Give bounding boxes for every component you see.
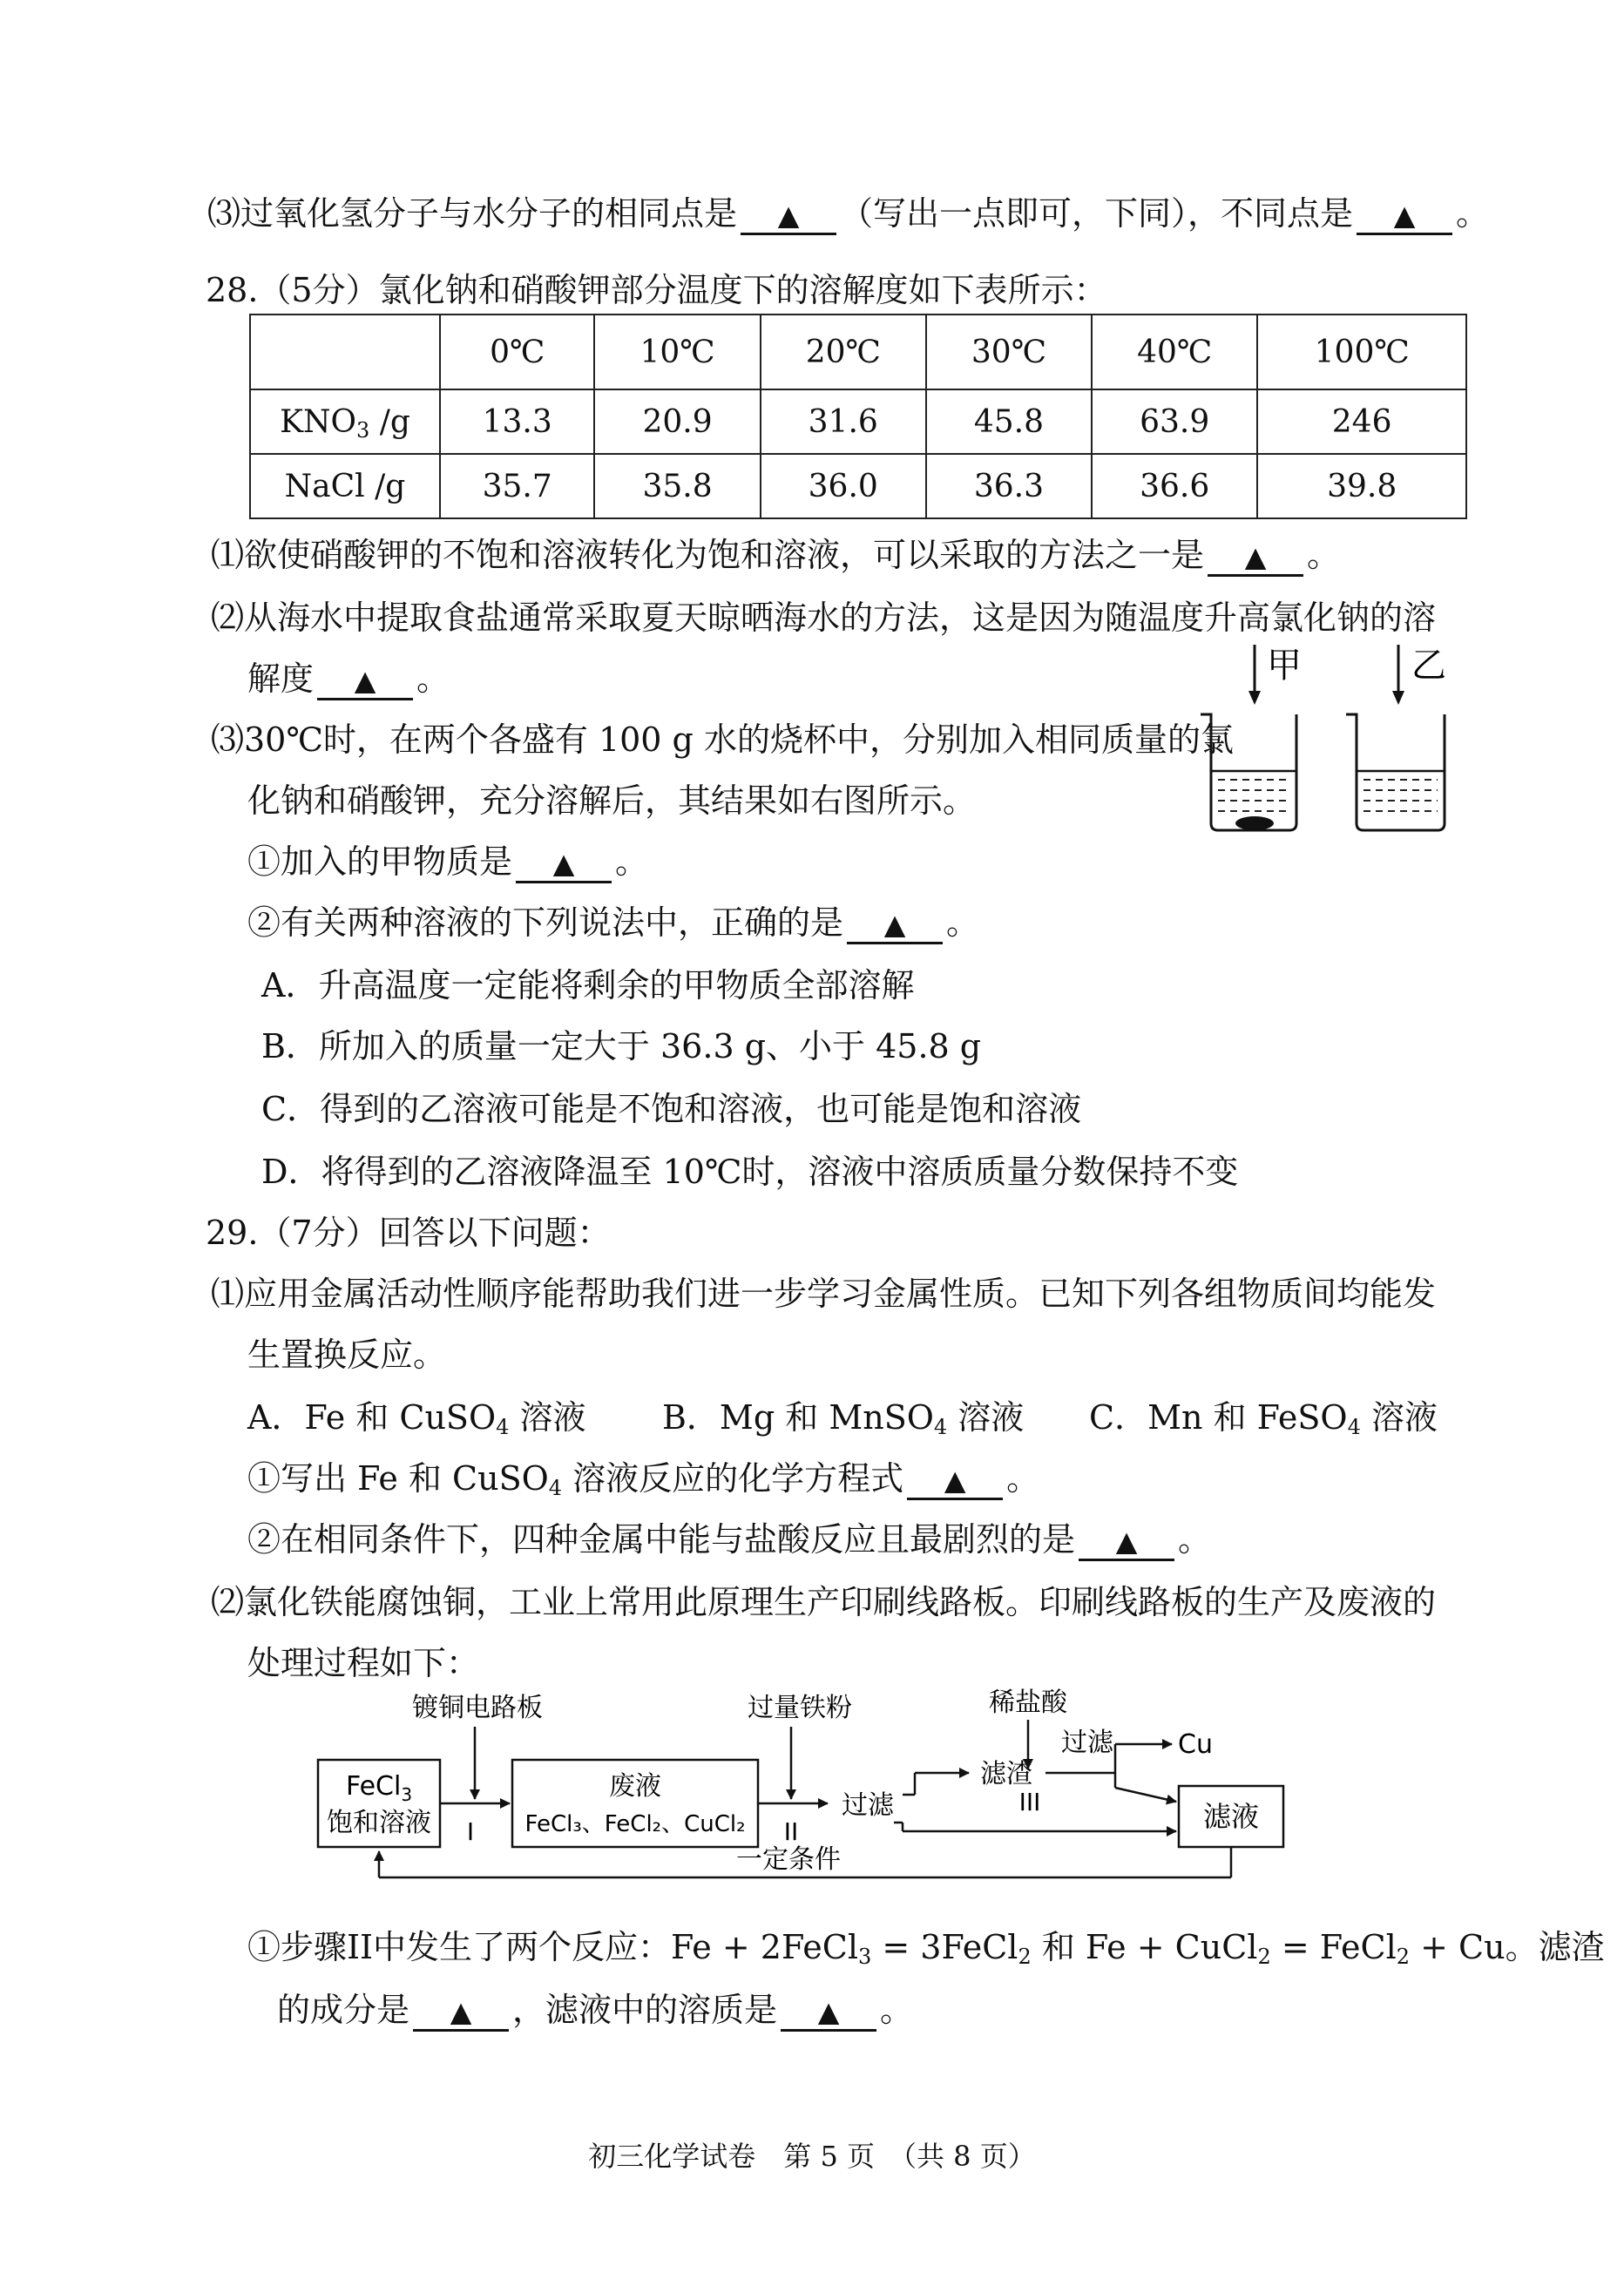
q29-sub3-line1: ①步骤II中发生了两个反应：Fe + 2FeCl$_3$ = 3FeCl$_2$ 和 Fe + CuCl$_2$ = FeCl$_2$ + Cu。滤渣 [247, 1928, 1605, 1969]
q29-option-c: C．Mn 和 FeSO$_4$ 溶液 [1089, 1398, 1438, 1439]
q29-part1-line1: ⑴应用金属活动性顺序能帮助我们进一步学习金属性质。已知下列各组物质间均能发 [211, 1275, 1437, 1313]
beakers-figure [1194, 640, 1472, 842]
beaker-b [1346, 645, 1446, 830]
arrow-head-icon [1248, 691, 1261, 705]
arrow-head-icon [1392, 691, 1404, 705]
q28-part1: ⑴欲使硝酸钾的不饱和溶液转化为饱和溶液，可以采取的方法之一是 ▲ 。 [211, 535, 1340, 577]
svg-text:滤渣: 滤渣 [980, 1759, 1032, 1789]
table-cell: 13.3 [440, 389, 594, 454]
answer-blank[interactable]: ▲ [317, 661, 413, 700]
table-cell: 246 [1257, 389, 1466, 454]
q29-option-a: A．Fe 和 CuSO$_4$ 溶液 [247, 1398, 586, 1439]
q28-part2-line1: ⑵从海水中提取食盐通常采取夏天晾晒海水的方法，这是因为随温度升高氯化钠的溶 [211, 599, 1437, 637]
table-cell [250, 315, 440, 389]
table-cell: 45.8 [926, 389, 1092, 454]
table-cell: 31.6 [761, 389, 926, 454]
q29-option-b: B．Mg 和 MnSO$_4$ 溶液 [662, 1398, 1025, 1439]
q28-title: 28.（5分）氯化钠和硝酸钾部分温度下的溶解度如下表所示： [206, 271, 1107, 309]
answer-blank[interactable]: ▲ [781, 1992, 876, 2032]
q29-part2-line2: 处理过程如下： [247, 1644, 480, 1682]
table-row-label: NaCl /g [250, 454, 440, 518]
q28-sub2: ②有关两种溶液的下列说法中，正确的是 ▲ 。 [247, 903, 979, 944]
svg-text:II: II [783, 1817, 799, 1846]
svg-text:滤液: 滤液 [1202, 1800, 1260, 1833]
q28-part3-line1: ⑶30℃时，在两个各盛有 100 g 水的烧杯中，分别加入相同质量的氯 [211, 720, 1234, 759]
svg-text:稀盐酸: 稀盐酸 [989, 1688, 1067, 1718]
svg-text:过滤: 过滤 [1061, 1728, 1113, 1758]
undissolved-solid [1235, 816, 1274, 830]
q28-sub1: ①加入的甲物质是 ▲ 。 [247, 842, 648, 883]
answer-blank[interactable]: ▲ [1208, 538, 1303, 577]
table-cell: 30℃ [926, 315, 1092, 389]
svg-text:III: III [1018, 1788, 1041, 1816]
table-cell: 36.3 [926, 454, 1092, 518]
svg-text:FeCl3: FeCl$_3$ [345, 1771, 413, 1805]
answer-blank[interactable]: ▲ [741, 196, 836, 235]
page-footer: 初三化学试卷 第 5 页 （共 8 页） [588, 2140, 1036, 2173]
q29-title: 29.（7分）回答以下问题： [206, 1214, 611, 1252]
table-cell: 40℃ [1092, 315, 1257, 389]
svg-text:过量铁粉: 过量铁粉 [748, 1693, 852, 1723]
answer-blank[interactable]: ▲ [413, 1992, 509, 2032]
table-row-label: $KNO_3$ /g [250, 389, 440, 454]
q29-sub3-line2: 的成分是 ▲ ，滤液中的溶质是 ▲ 。 [277, 1990, 913, 2032]
table-cell: 0℃ [440, 315, 594, 389]
table-cell: 100℃ [1257, 315, 1466, 389]
answer-blank[interactable]: ▲ [907, 1461, 1003, 1500]
q27-part3: ⑶过氧化氢分子与水分子的相同点是 ▲ （写出一点即可，下同），不同点是 ▲ 。 [207, 193, 1489, 235]
q28-option-d: D．将得到的乙溶液降温至 10℃时，溶液中溶质质量分数保持不变 [261, 1153, 1239, 1191]
svg-text:一定条件: 一定条件 [736, 1844, 841, 1875]
beaker-a [1201, 645, 1302, 830]
svg-text:过滤: 过滤 [842, 1790, 894, 1821]
q29-part1-line2: 生置换反应。 [247, 1336, 447, 1374]
q29-part2-line1: ⑵氯化铁能腐蚀铜，工业上常用此原理生产印刷线路板。印刷线路板的生产及废液的 [211, 1583, 1437, 1621]
table-cell: 39.8 [1257, 454, 1466, 518]
svg-text:废液: 废液 [609, 1771, 661, 1802]
q28-option-c: C．得到的乙溶液可能是不饱和溶液，也可能是饱和溶液 [261, 1090, 1082, 1128]
table-header-row [250, 315, 1466, 389]
q28-option-b: B．所加入的质量一定大于 36.3 g、小于 45.8 g [261, 1027, 982, 1065]
svg-text:镀铜电路板: 镀铜电路板 [412, 1693, 543, 1723]
beaker-b-label: 乙 [1411, 646, 1446, 686]
svg-text:I: I [466, 1817, 475, 1846]
svg-text:饱和溶液: 饱和溶液 [327, 1808, 431, 1838]
q28-option-a: A．升高温度一定能将剩余的甲物质全部溶解 [261, 966, 915, 1004]
table-cell: 10℃ [594, 315, 760, 389]
pcb-process-flowchart [314, 1681, 1307, 1908]
table-cell: 36.6 [1092, 454, 1257, 518]
q29-sub1: ①写出 Fe 和 CuSO$_4$ 溶液反应的化学方程式 ▲ 。 [247, 1459, 1040, 1500]
table-cell: 35.7 [440, 454, 594, 518]
solubility-table [249, 314, 1467, 519]
answer-blank[interactable]: ▲ [847, 905, 943, 944]
table-cell: 63.9 [1092, 389, 1257, 454]
table-cell: 20.9 [594, 389, 760, 454]
table-cell: 35.8 [594, 454, 760, 518]
answer-blank[interactable]: ▲ [1079, 1522, 1174, 1561]
beaker-a-label: 甲 [1267, 646, 1302, 686]
svg-text:FeCl₃、FeCl₂、CuCl₂: FeCl₃、FeCl₂、CuCl₂ [524, 1811, 746, 1837]
q28-part3-line2: 化钠和硝酸钾，充分溶解后，其结果如右图所示。 [247, 781, 977, 820]
svg-text:Cu: Cu [1178, 1729, 1213, 1760]
table-cell: 20℃ [761, 315, 926, 389]
q28-part2-line2: 解度 ▲ 。 [247, 659, 450, 700]
table-cell: 36.0 [761, 454, 926, 518]
table-row [250, 454, 1466, 518]
arrow-icon [1115, 1788, 1176, 1802]
answer-blank[interactable]: ▲ [1357, 196, 1452, 235]
q29-sub2: ②在相同条件下，四种金属中能与盐酸反应且最剧烈的是 ▲ 。 [247, 1519, 1211, 1561]
table-row [250, 389, 1466, 454]
answer-blank[interactable]: ▲ [516, 844, 612, 883]
